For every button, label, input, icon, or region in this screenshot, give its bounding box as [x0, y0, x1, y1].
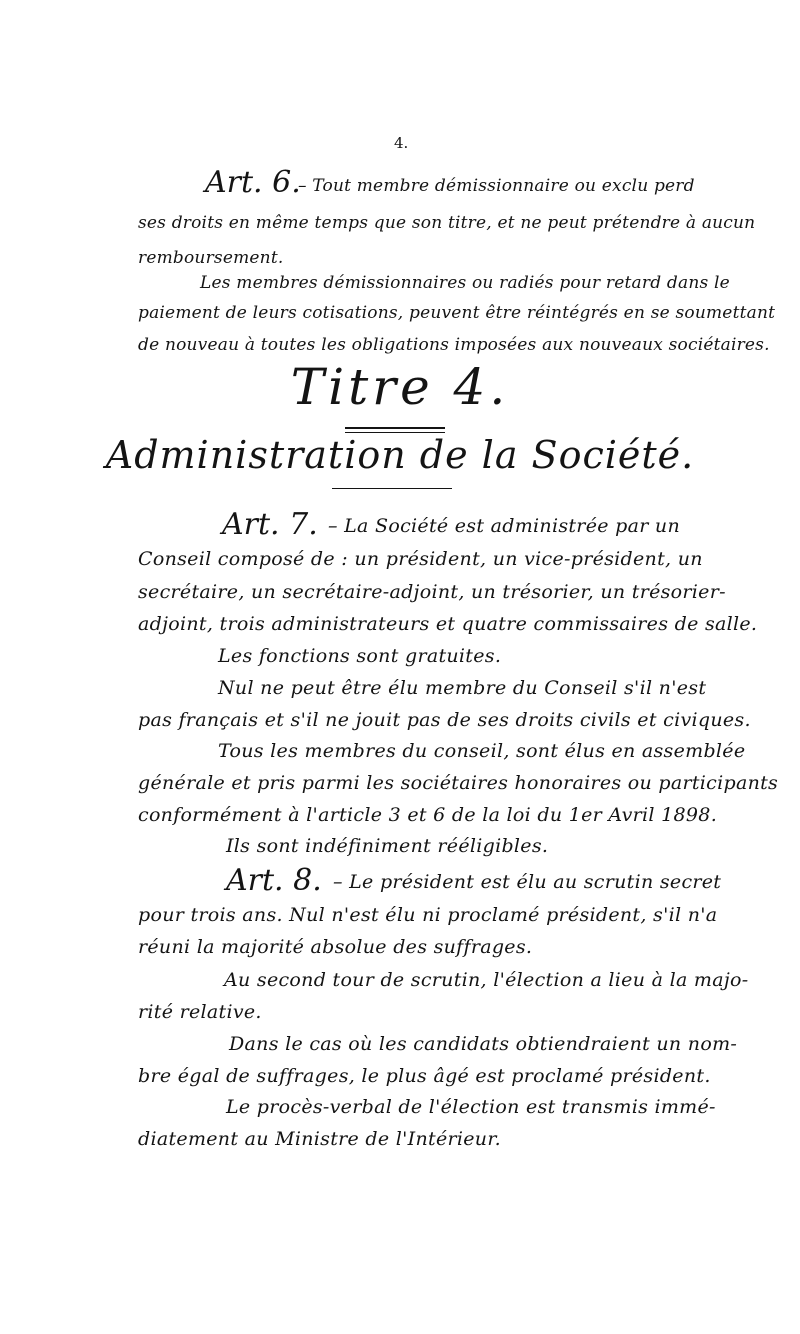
art7-line-3: secrétaire, un secrétaire-adjoint, un trésorier, un trésorier-: [138, 581, 726, 603]
art7-line-5: Les fonctions sont gratuites.: [218, 645, 502, 667]
art6-line-2: ses droits en même temps que son titre, et ne peut prétendre à aucun: [138, 213, 756, 233]
art7-line-8: Tous les membres du conseil, sont élus en assemblée: [218, 740, 746, 762]
art7-line-4: adjoint, trois administrateurs et quatre commissaires de salle.: [138, 613, 758, 635]
art8-line-2: pour trois ans. Nul n'est élu ni proclamé président, s'il n'a: [138, 904, 718, 926]
title-double-rule-top: [345, 427, 445, 429]
subtitle-heading: Administration de la Société.: [105, 433, 695, 477]
art8-line-8: Le procès-verbal de l'élection est transmis immé-: [226, 1096, 716, 1118]
art8-line-1: – Le président est élu au scrutin secret: [333, 871, 722, 893]
art6-line-6: de nouveau à toutes les obligations imposées aux nouveaux sociétaires.: [138, 335, 770, 355]
art6-line-3: remboursement.: [138, 248, 284, 268]
page-number: 4.: [394, 134, 409, 152]
art6-line-4: Les membres démissionnaires ou radiés pour retard dans le: [200, 273, 730, 293]
art8-label: Art. 8.: [226, 863, 322, 898]
art7-line-1: – La Société est administrée par un: [328, 515, 681, 537]
art7-label: Art. 7.: [222, 507, 318, 542]
art8-line-9: diatement au Ministre de l'Intérieur.: [138, 1128, 501, 1150]
art8-line-6: Dans le cas où les candidats obtiendraient un nom-: [229, 1033, 738, 1055]
art7-line-7: pas français et s'il ne jouit pas de ses droits civils et civiques.: [138, 709, 751, 731]
art7-line-10: conformément à l'article 3 et 6 de la loi du 1er Avril 1898.: [138, 804, 718, 826]
art7-line-9: générale et pris parmi les sociétaires honoraires ou participants: [138, 772, 779, 794]
art7-line-11: Ils sont indéfiniment rééligibles.: [226, 835, 549, 857]
art8-line-4: Au second tour de scrutin, l'élection a lieu à la majo-: [224, 969, 749, 991]
art6-line-5: paiement de leurs cotisations, peuvent être réintégrés en se soumettant: [138, 303, 776, 323]
art7-line-6: Nul ne peut être élu membre du Conseil s'il n'est: [218, 677, 707, 699]
art8-line-3: réuni la majorité absolue des suffrages.: [138, 936, 533, 958]
art8-line-7: bre égal de suffrages, le plus âgé est proclamé président.: [138, 1065, 711, 1087]
art7-line-2: Conseil composé de : un président, un vice-président, un: [138, 548, 703, 570]
title-heading: Titre 4.: [290, 358, 510, 416]
art6-line-1: – Tout membre démissionnaire ou exclu perd: [298, 176, 695, 196]
art8-line-5: rité relative.: [138, 1001, 262, 1023]
art6-label: Art. 6.: [205, 165, 301, 200]
subtitle-rule: [332, 488, 452, 489]
